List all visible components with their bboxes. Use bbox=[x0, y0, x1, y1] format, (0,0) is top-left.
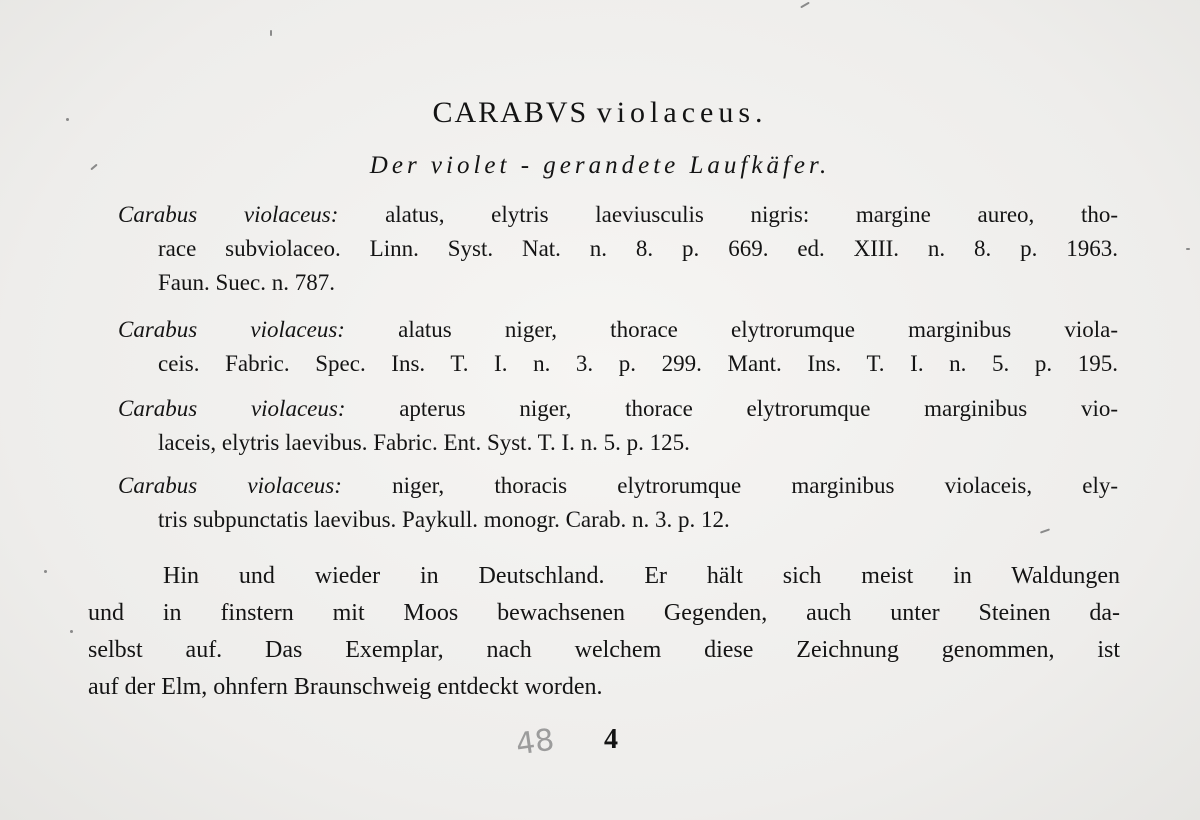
synonym-name: Carabus violaceus: bbox=[118, 396, 346, 421]
scan-speck bbox=[1186, 248, 1190, 250]
synonym-entry bbox=[118, 392, 1118, 460]
paragraph-line: auf der Elm, ohnfern Braunschweig entdeckt worden. bbox=[88, 674, 603, 700]
title-species: violaceus. bbox=[596, 96, 768, 129]
paragraph-line: selbst auf. Das Exemplar, nach welchem diese Zeichnung genommen, ist bbox=[88, 637, 1120, 663]
synonym-line: laceis, elytris laevibus. Fabric. Ent. Syst. T. I. n. 5. p. 125. bbox=[158, 430, 690, 455]
synonym-entry bbox=[118, 313, 1118, 381]
scan-speck bbox=[44, 570, 47, 573]
paragraph-line: und in finstern mit Moos bewachsenen Gegenden, auch unter Steinen da- bbox=[88, 600, 1120, 626]
page-number: 4 bbox=[604, 724, 618, 755]
title-genus: CARABVS bbox=[432, 96, 589, 129]
synonym-line: ceis. Fabric. Spec. Ins. T. I. n. 3. p. 299. Mant. Ins. T. I. n. 5. p. 195. bbox=[158, 351, 1118, 376]
synonym-name: Carabus violaceus: bbox=[118, 473, 342, 498]
description-paragraph bbox=[88, 558, 1120, 706]
pencil-annotation: 48 bbox=[513, 722, 557, 763]
scan-speck bbox=[66, 118, 69, 121]
page-title bbox=[0, 96, 1200, 130]
synonym-line: tris subpunctatis laevibus. Paykull. monogr. Carab. n. 3. p. 12. bbox=[158, 507, 730, 532]
synonym-line: alatus, elytris laeviusculis nigris: margine aureo, tho- bbox=[385, 202, 1119, 227]
scan-speck bbox=[800, 2, 810, 9]
synonym-name: Carabus violaceus: bbox=[118, 317, 345, 342]
scan-speck bbox=[270, 30, 272, 36]
synonym-line: niger, thoracis elytrorumque marginibus violaceis, ely- bbox=[392, 473, 1118, 498]
synonym-line: race subviolaceo. Linn. Syst. Nat. n. 8. p. 669. ed. XIII. n. 8. p. 1963. bbox=[158, 236, 1118, 261]
synonym-line: apterus niger, thorace elytrorumque marginibus vio- bbox=[399, 396, 1118, 421]
synonym-entry bbox=[118, 198, 1118, 300]
scan-speck bbox=[70, 630, 73, 633]
paragraph-line: Hin und wieder in Deutschland. Er hält sich meist in Waldungen bbox=[163, 563, 1120, 589]
page-subtitle: Der violet - gerandete Laufkäfer. bbox=[369, 152, 831, 179]
synonym-entry bbox=[118, 469, 1118, 537]
synonym-line: Faun. Suec. n. 787. bbox=[158, 270, 335, 295]
synonym-line: alatus niger, thorace elytrorumque marginibus viola- bbox=[398, 317, 1118, 342]
synonym-name: Carabus violaceus: bbox=[118, 202, 339, 227]
